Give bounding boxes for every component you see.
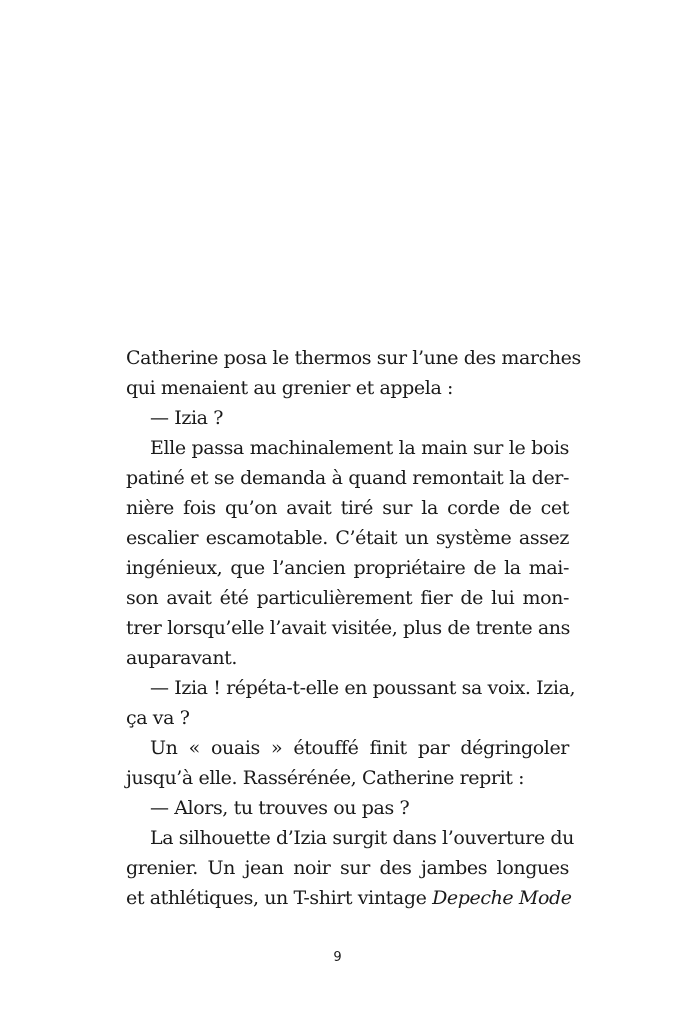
text-line: ingénieux, que l’ancien propriétaire de la mai- bbox=[126, 557, 569, 579]
text-line: trer lorsqu’elle l’avait visitée, plus de trente ans bbox=[126, 617, 570, 639]
text-line: — Izia ! répéta-t-elle en poussant sa voix. Izia, bbox=[150, 677, 576, 699]
text-line: jusqu’à elle. Rassérénée, Catherine reprit : bbox=[126, 767, 525, 789]
text-line: patiné et se demanda à quand remontait la der- bbox=[126, 467, 569, 489]
band-name-italic: Depeche Mode bbox=[432, 887, 572, 909]
body-text bbox=[126, 343, 581, 913]
text-line: qui menaient au grenier et appela : bbox=[126, 377, 454, 399]
text-line: escalier escamotable. C’était un système assez bbox=[126, 527, 569, 549]
text-line: La silhouette d’Izia surgit dans l’ouverture du bbox=[150, 827, 574, 849]
text-line: Catherine posa le thermos sur l’une des marches bbox=[126, 347, 581, 369]
text-line: Un « ouais » étouffé finit par dégringoler bbox=[150, 737, 569, 759]
text-line: — Izia ? bbox=[150, 407, 223, 429]
text-line: nière fois qu’on avait tiré sur la corde de cet bbox=[126, 497, 569, 519]
text-line: grenier. Un jean noir sur des jambes longues bbox=[126, 857, 569, 879]
text-line: ça va ? bbox=[126, 707, 190, 729]
text-line: son avait été particulièrement fier de lui mon- bbox=[126, 587, 569, 609]
text-line-last bbox=[126, 883, 572, 913]
text-line-prefix: et athlétiques, un T-shirt vintage bbox=[126, 887, 433, 909]
page-number: 9 bbox=[333, 950, 342, 965]
text-line: — Alors, tu trouves ou pas ? bbox=[150, 797, 410, 819]
text-line: auparavant. bbox=[126, 647, 238, 669]
text-line: Elle passa machinalement la main sur le bois bbox=[150, 437, 569, 459]
